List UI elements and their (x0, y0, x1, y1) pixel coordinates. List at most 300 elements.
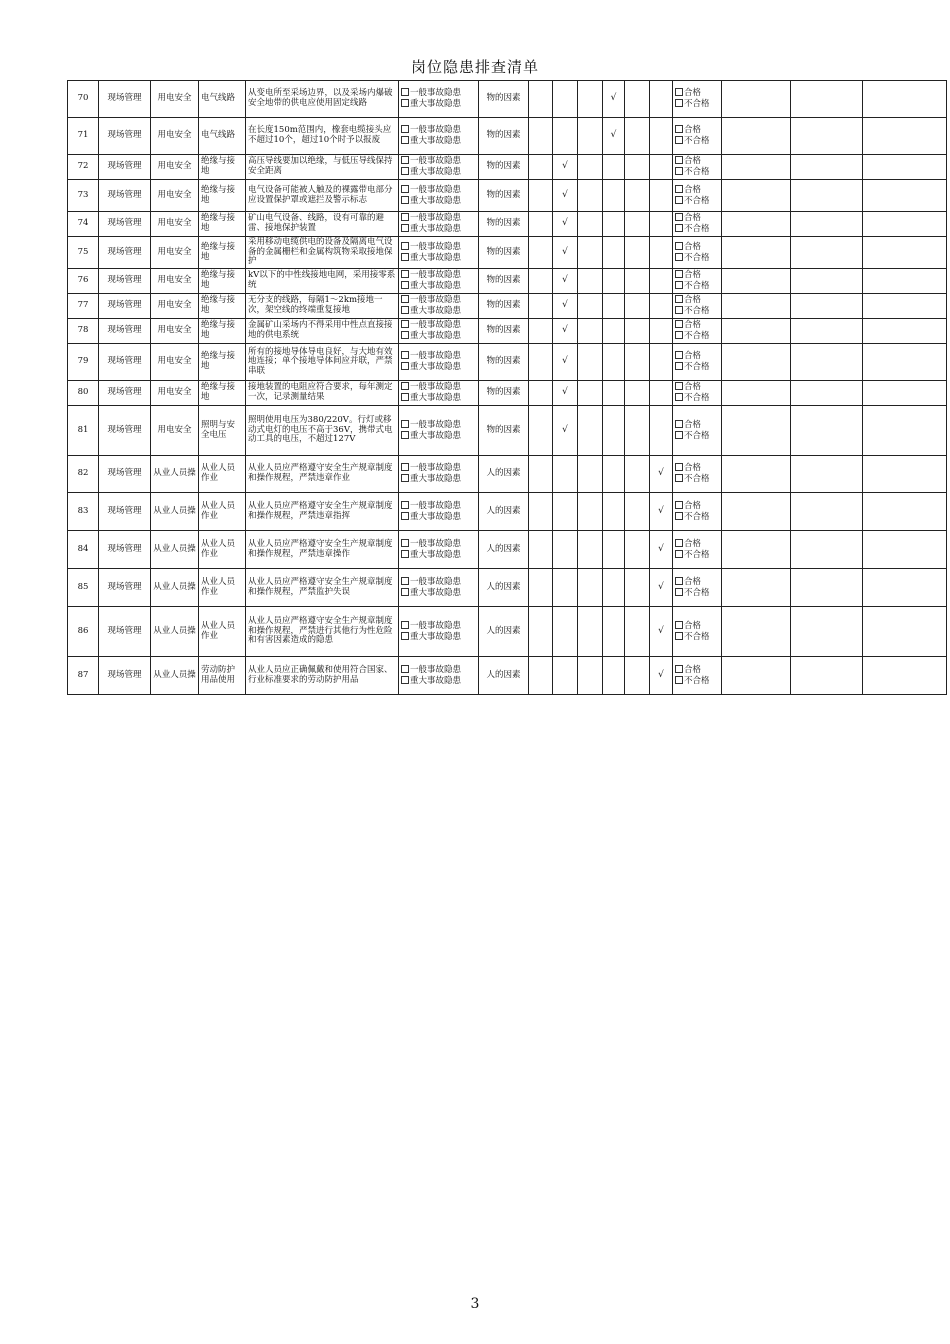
option-fail[interactable] (675, 632, 719, 643)
frequency-cell (650, 81, 673, 118)
hazard-level-cell (399, 118, 479, 155)
checkbox-icon[interactable] (675, 632, 683, 640)
description-cell: 照明使用电压为380/220V。行灯或移动式电灯的电压不高于36V，携带式电动工具的电压，不超过127V (246, 406, 399, 456)
option-label: 一般事故隐患 (410, 419, 462, 430)
option-general-hazard[interactable] (401, 242, 476, 253)
description-cell: 高压导线要加以绝缘，与低压导线保持安全距离 (246, 155, 399, 180)
option-pass[interactable] (675, 463, 719, 474)
option-label: 一般事故隐患 (410, 351, 462, 362)
frequency-cell (529, 237, 553, 269)
category-cell: 现场管理 (99, 493, 151, 531)
blank-cell (722, 81, 791, 118)
item-cell: 绝缘与接地 (199, 155, 246, 180)
checkbox-icon[interactable] (675, 185, 683, 193)
option-major-hazard[interactable] (401, 632, 476, 643)
checkbox-icon[interactable] (675, 362, 683, 370)
option-general-hazard[interactable] (401, 463, 476, 474)
frequency-cell (553, 493, 578, 531)
checkbox-icon[interactable] (675, 501, 683, 509)
frequency-cell (603, 657, 625, 695)
checkbox-icon[interactable] (675, 253, 683, 261)
option-pass[interactable] (675, 156, 719, 167)
option-label: 重大事故隐患 (410, 675, 462, 686)
frequency-cell (553, 294, 578, 319)
checkbox-icon[interactable] (675, 665, 683, 673)
option-label: 一般事故隐患 (410, 156, 462, 167)
checkbox-icon[interactable] (401, 382, 409, 390)
hazard-level-cell (399, 406, 479, 456)
option-fail[interactable] (675, 550, 719, 561)
option-label: 不合格 (684, 281, 710, 291)
checkbox-icon[interactable] (401, 185, 409, 193)
blank-cell (722, 406, 791, 456)
checkbox-icon[interactable] (401, 420, 409, 428)
hazard-level-cell (399, 344, 479, 381)
option-fail[interactable] (675, 99, 719, 110)
frequency-cell (529, 344, 553, 381)
frequency-cell (625, 381, 650, 406)
item-cell: 劳动防护用品使用 (199, 657, 246, 695)
subcategory-cell: 用电安全 (151, 237, 199, 269)
frequency-cell (625, 118, 650, 155)
option-general-hazard[interactable] (401, 420, 476, 431)
frequency-cell (529, 657, 553, 695)
check-mark: √ (562, 161, 568, 172)
description-cell: 从业人员应严格遵守安全生产规章制度和操作规程，严禁违章指挥 (246, 493, 399, 531)
option-pass[interactable] (675, 577, 719, 588)
checkbox-icon[interactable] (401, 474, 409, 482)
option-pass[interactable] (675, 501, 719, 512)
option-major-hazard[interactable] (401, 281, 476, 292)
checkbox-icon[interactable] (675, 621, 683, 629)
option-fail[interactable] (675, 136, 719, 147)
frequency-cell (529, 212, 553, 237)
checkbox-icon[interactable] (401, 88, 409, 96)
option-label: 一般事故隐患 (410, 538, 462, 549)
checkbox-icon[interactable] (675, 550, 683, 558)
row-number: 84 (68, 531, 99, 569)
blank-cell (863, 344, 947, 381)
option-general-hazard[interactable] (401, 665, 476, 676)
blank-cell (791, 657, 863, 695)
frequency-cell (625, 569, 650, 607)
option-major-hazard[interactable] (401, 588, 476, 599)
checkbox-icon[interactable] (401, 295, 409, 303)
item-cell: 从业人员作业 (199, 569, 246, 607)
option-label: 一般事故隐患 (410, 500, 462, 511)
option-pass[interactable] (675, 125, 719, 136)
blank-cell (863, 569, 947, 607)
checkbox-icon[interactable] (401, 125, 409, 133)
option-fail[interactable] (675, 512, 719, 523)
frequency-cell (625, 493, 650, 531)
description-cell: 矿山电气设备、线路，设有可靠的避雷、接地保护装置 (246, 212, 399, 237)
option-pass[interactable] (675, 320, 719, 331)
checkbox-icon[interactable] (401, 632, 409, 640)
factor-cell: 物的因素 (479, 212, 529, 237)
frequency-cell (650, 381, 673, 406)
option-label: 合格 (684, 125, 702, 136)
frequency-cell (578, 657, 603, 695)
option-label: 一般事故隐患 (410, 270, 462, 281)
category-cell: 现场管理 (99, 381, 151, 406)
option-label: 重大事故隐患 (410, 474, 462, 484)
checkbox-icon[interactable] (675, 320, 683, 328)
option-pass[interactable] (675, 351, 719, 362)
frequency-cell (553, 657, 578, 695)
checkbox-icon[interactable] (401, 362, 409, 370)
frequency-cell (650, 180, 673, 212)
option-fail[interactable] (675, 281, 719, 292)
subcategory-cell: 用电安全 (151, 294, 199, 319)
option-major-hazard[interactable] (401, 224, 476, 235)
checkbox-icon[interactable] (675, 125, 683, 133)
checkbox-icon[interactable] (401, 577, 409, 585)
checkbox-icon[interactable] (401, 136, 409, 144)
table-row (68, 319, 947, 344)
description-cell: 采用移动电缆供电的设备及隔离电气设备的金属栅栏和金属构筑物采取接地保护 (246, 237, 399, 269)
option-label: 不合格 (684, 136, 710, 146)
checkbox-icon[interactable] (675, 224, 683, 232)
result-cell (673, 531, 722, 569)
description-cell: 电气设备可能被人触及的裸露带电部分应设置保护罩或遮拦及警示标志 (246, 180, 399, 212)
checkbox-icon[interactable] (675, 270, 683, 278)
blank-cell (722, 607, 791, 657)
frequency-cell (578, 180, 603, 212)
subcategory-cell: 用电安全 (151, 381, 199, 406)
checkbox-icon[interactable] (401, 539, 409, 547)
option-major-hazard[interactable] (401, 512, 476, 523)
checkbox-icon[interactable] (401, 621, 409, 629)
checkbox-icon[interactable] (675, 393, 683, 401)
checkbox-icon[interactable] (675, 676, 683, 684)
checkbox-icon[interactable] (401, 351, 409, 359)
item-cell: 从业人员作业 (199, 531, 246, 569)
option-label: 合格 (684, 270, 702, 281)
blank-cell (791, 212, 863, 237)
frequency-cell (603, 118, 625, 155)
frequency-cell (603, 531, 625, 569)
option-general-hazard[interactable] (401, 539, 476, 550)
checkbox-icon[interactable] (675, 213, 683, 221)
checkbox-icon[interactable] (401, 512, 409, 520)
checkbox-icon[interactable] (401, 253, 409, 261)
item-cell: 绝缘与接地 (199, 319, 246, 344)
option-label: 一般事故隐患 (410, 125, 462, 136)
option-general-hazard[interactable] (401, 213, 476, 224)
check-mark: √ (562, 246, 568, 257)
checkbox-icon[interactable] (675, 431, 683, 439)
checkbox-icon[interactable] (675, 88, 683, 96)
checkbox-icon[interactable] (675, 306, 683, 314)
checkbox-icon[interactable] (675, 512, 683, 520)
checkbox-icon[interactable] (675, 295, 683, 303)
option-major-hazard[interactable] (401, 253, 476, 264)
checkbox-icon[interactable] (401, 331, 409, 339)
frequency-cell (578, 406, 603, 456)
table-row (68, 344, 947, 381)
checkbox-icon[interactable] (401, 588, 409, 596)
option-pass[interactable] (675, 270, 719, 281)
frequency-cell (603, 344, 625, 381)
row-number: 82 (68, 456, 99, 493)
frequency-cell (529, 155, 553, 180)
category-cell: 现场管理 (99, 212, 151, 237)
frequency-cell (625, 319, 650, 344)
frequency-cell (625, 269, 650, 294)
checkbox-icon[interactable] (401, 99, 409, 107)
option-pass[interactable] (675, 295, 719, 306)
subcategory-cell: 用电安全 (151, 81, 199, 118)
option-major-hazard[interactable] (401, 306, 476, 317)
frequency-cell (650, 493, 673, 531)
row-number: 87 (68, 657, 99, 695)
hazard-level-cell (399, 319, 479, 344)
table-row (68, 294, 947, 319)
frequency-cell (529, 180, 553, 212)
frequency-cell (553, 155, 578, 180)
page-title: 岗位隐患排查清单 (410, 58, 539, 76)
option-general-hazard[interactable] (401, 185, 476, 196)
option-major-hazard[interactable] (401, 196, 476, 207)
result-cell (673, 344, 722, 381)
frequency-cell (578, 607, 603, 657)
option-fail[interactable] (675, 167, 719, 178)
hazard-level-cell (399, 456, 479, 493)
option-pass[interactable] (675, 242, 719, 253)
checkbox-icon[interactable] (401, 665, 409, 673)
frequency-cell (603, 456, 625, 493)
frequency-cell (603, 406, 625, 456)
checkbox-icon[interactable] (401, 393, 409, 401)
frequency-cell (529, 118, 553, 155)
checkbox-icon[interactable] (401, 281, 409, 289)
option-general-hazard[interactable] (401, 156, 476, 167)
frequency-cell (529, 381, 553, 406)
option-fail[interactable] (675, 253, 719, 264)
option-pass[interactable] (675, 213, 719, 224)
frequency-cell (603, 81, 625, 118)
frequency-cell (578, 381, 603, 406)
frequency-cell (553, 344, 578, 381)
checkbox-icon[interactable] (675, 99, 683, 107)
category-cell: 现场管理 (99, 269, 151, 294)
checkbox-icon[interactable] (401, 156, 409, 164)
checkbox-icon[interactable] (675, 382, 683, 390)
option-major-hazard[interactable] (401, 393, 476, 404)
category-cell: 现场管理 (99, 607, 151, 657)
checkbox-icon[interactable] (401, 306, 409, 314)
frequency-cell (625, 607, 650, 657)
checkbox-icon[interactable] (675, 242, 683, 250)
option-pass[interactable] (675, 382, 719, 393)
option-major-hazard[interactable] (401, 331, 476, 342)
checkbox-icon[interactable] (401, 213, 409, 221)
checkbox-icon[interactable] (675, 463, 683, 471)
result-cell (673, 294, 722, 319)
item-cell: 绝缘与接地 (199, 212, 246, 237)
item-cell: 电气线路 (199, 118, 246, 155)
option-label: 合格 (684, 156, 702, 167)
result-cell (673, 81, 722, 118)
option-label: 不合格 (684, 362, 710, 372)
option-pass[interactable] (675, 665, 719, 676)
checkbox-icon[interactable] (401, 196, 409, 204)
frequency-cell (650, 294, 673, 319)
row-number: 71 (68, 118, 99, 155)
option-label: 重大事故隐患 (410, 331, 462, 341)
option-label: 不合格 (684, 474, 710, 484)
option-general-hazard[interactable] (401, 295, 476, 306)
checkbox-icon[interactable] (401, 167, 409, 175)
result-cell (673, 319, 722, 344)
option-fail[interactable] (675, 306, 719, 317)
check-mark: √ (562, 275, 568, 286)
row-number: 70 (68, 81, 99, 118)
factor-cell: 人的因素 (479, 569, 529, 607)
option-general-hazard[interactable] (401, 577, 476, 588)
checkbox-icon[interactable] (675, 351, 683, 359)
checkbox-icon[interactable] (401, 463, 409, 471)
option-fail[interactable] (675, 196, 719, 207)
option-general-hazard[interactable] (401, 382, 476, 393)
frequency-cell (529, 406, 553, 456)
result-cell (673, 269, 722, 294)
check-mark: √ (562, 387, 568, 398)
checkbox-icon[interactable] (401, 270, 409, 278)
checkbox-icon[interactable] (401, 550, 409, 558)
frequency-cell (650, 155, 673, 180)
option-label: 合格 (684, 295, 702, 306)
factor-cell: 物的因素 (479, 381, 529, 406)
category-cell: 现场管理 (99, 531, 151, 569)
frequency-cell (625, 237, 650, 269)
frequency-cell (650, 456, 673, 493)
option-general-hazard[interactable] (401, 621, 476, 632)
blank-cell (863, 456, 947, 493)
option-pass[interactable] (675, 185, 719, 196)
checkbox-icon[interactable] (675, 588, 683, 596)
option-label: 重大事故隐患 (410, 549, 462, 560)
option-fail[interactable] (675, 331, 719, 342)
frequency-cell (553, 180, 578, 212)
option-label: 不合格 (684, 224, 710, 234)
option-major-hazard[interactable] (401, 431, 476, 442)
check-mark: √ (658, 505, 664, 516)
option-label: 一般事故隐患 (410, 620, 462, 631)
frequency-cell (578, 319, 603, 344)
item-cell: 绝缘与接地 (199, 381, 246, 406)
checkbox-icon[interactable] (401, 676, 409, 684)
option-label: 合格 (684, 538, 702, 549)
description-cell: 从业人员应严格遵守安全生产规章制度和操作规程，严禁进行其他行为性危险和有害因素造成的隐患 (246, 607, 399, 657)
description-cell: 在长度150m范围内，橡套电缆接头应不超过10个，超过10个时予以报废 (246, 118, 399, 155)
hazard-level-cell (399, 81, 479, 118)
result-cell (673, 180, 722, 212)
checkbox-icon[interactable] (401, 224, 409, 232)
blank-cell (791, 319, 863, 344)
option-major-hazard[interactable] (401, 136, 476, 147)
checkbox-icon[interactable] (401, 431, 409, 439)
option-major-hazard[interactable] (401, 474, 476, 485)
checkbox-icon[interactable] (401, 242, 409, 250)
option-major-hazard[interactable] (401, 99, 476, 110)
table-row (68, 118, 947, 155)
option-label: 一般事故隐患 (410, 88, 462, 99)
checkbox-icon[interactable] (401, 320, 409, 328)
checkbox-icon[interactable] (675, 539, 683, 547)
frequency-cell (650, 118, 673, 155)
row-number: 81 (68, 406, 99, 456)
option-major-hazard[interactable] (401, 676, 476, 687)
option-fail[interactable] (675, 224, 719, 235)
factor-cell: 物的因素 (479, 344, 529, 381)
option-major-hazard[interactable] (401, 167, 476, 178)
checkbox-icon[interactable] (675, 167, 683, 175)
option-fail[interactable] (675, 588, 719, 599)
option-general-hazard[interactable] (401, 351, 476, 362)
blank-cell (863, 294, 947, 319)
item-cell: 绝缘与接地 (199, 180, 246, 212)
checkbox-icon[interactable] (675, 136, 683, 144)
frequency-cell (650, 212, 673, 237)
option-pass[interactable] (675, 420, 719, 431)
check-mark: √ (658, 625, 664, 636)
option-fail[interactable] (675, 362, 719, 373)
result-cell (673, 381, 722, 406)
option-general-hazard[interactable] (401, 125, 476, 136)
checkbox-icon[interactable] (675, 577, 683, 585)
checkbox-icon[interactable] (675, 196, 683, 204)
option-general-hazard[interactable] (401, 501, 476, 512)
option-fail[interactable] (675, 393, 719, 404)
hazard-level-cell (399, 237, 479, 269)
option-label: 合格 (684, 213, 702, 224)
result-cell (673, 118, 722, 155)
frequency-cell (650, 657, 673, 695)
blank-cell (863, 180, 947, 212)
option-label: 合格 (684, 88, 702, 99)
option-pass[interactable] (675, 621, 719, 632)
description-cell: kV以下的中性线接地电网，采用接零系统 (246, 269, 399, 294)
frequency-cell (578, 237, 603, 269)
option-general-hazard[interactable] (401, 320, 476, 331)
checkbox-icon[interactable] (675, 474, 683, 482)
table-row (68, 81, 947, 118)
option-fail[interactable] (675, 676, 719, 687)
option-label: 不合格 (684, 99, 710, 109)
frequency-cell (553, 531, 578, 569)
result-cell (673, 657, 722, 695)
option-major-hazard[interactable] (401, 550, 476, 561)
item-cell: 绝缘与接地 (199, 294, 246, 319)
checkbox-icon[interactable] (675, 281, 683, 289)
frequency-cell (625, 456, 650, 493)
blank-cell (791, 294, 863, 319)
option-fail[interactable] (675, 474, 719, 485)
option-major-hazard[interactable] (401, 362, 476, 373)
checkbox-icon[interactable] (675, 420, 683, 428)
checkbox-icon[interactable] (675, 331, 683, 339)
option-general-hazard[interactable] (401, 270, 476, 281)
option-pass[interactable] (675, 88, 719, 99)
option-fail[interactable] (675, 431, 719, 442)
checkbox-icon[interactable] (401, 501, 409, 509)
row-number: 80 (68, 381, 99, 406)
option-general-hazard[interactable] (401, 88, 476, 99)
option-pass[interactable] (675, 539, 719, 550)
checkbox-icon[interactable] (675, 156, 683, 164)
